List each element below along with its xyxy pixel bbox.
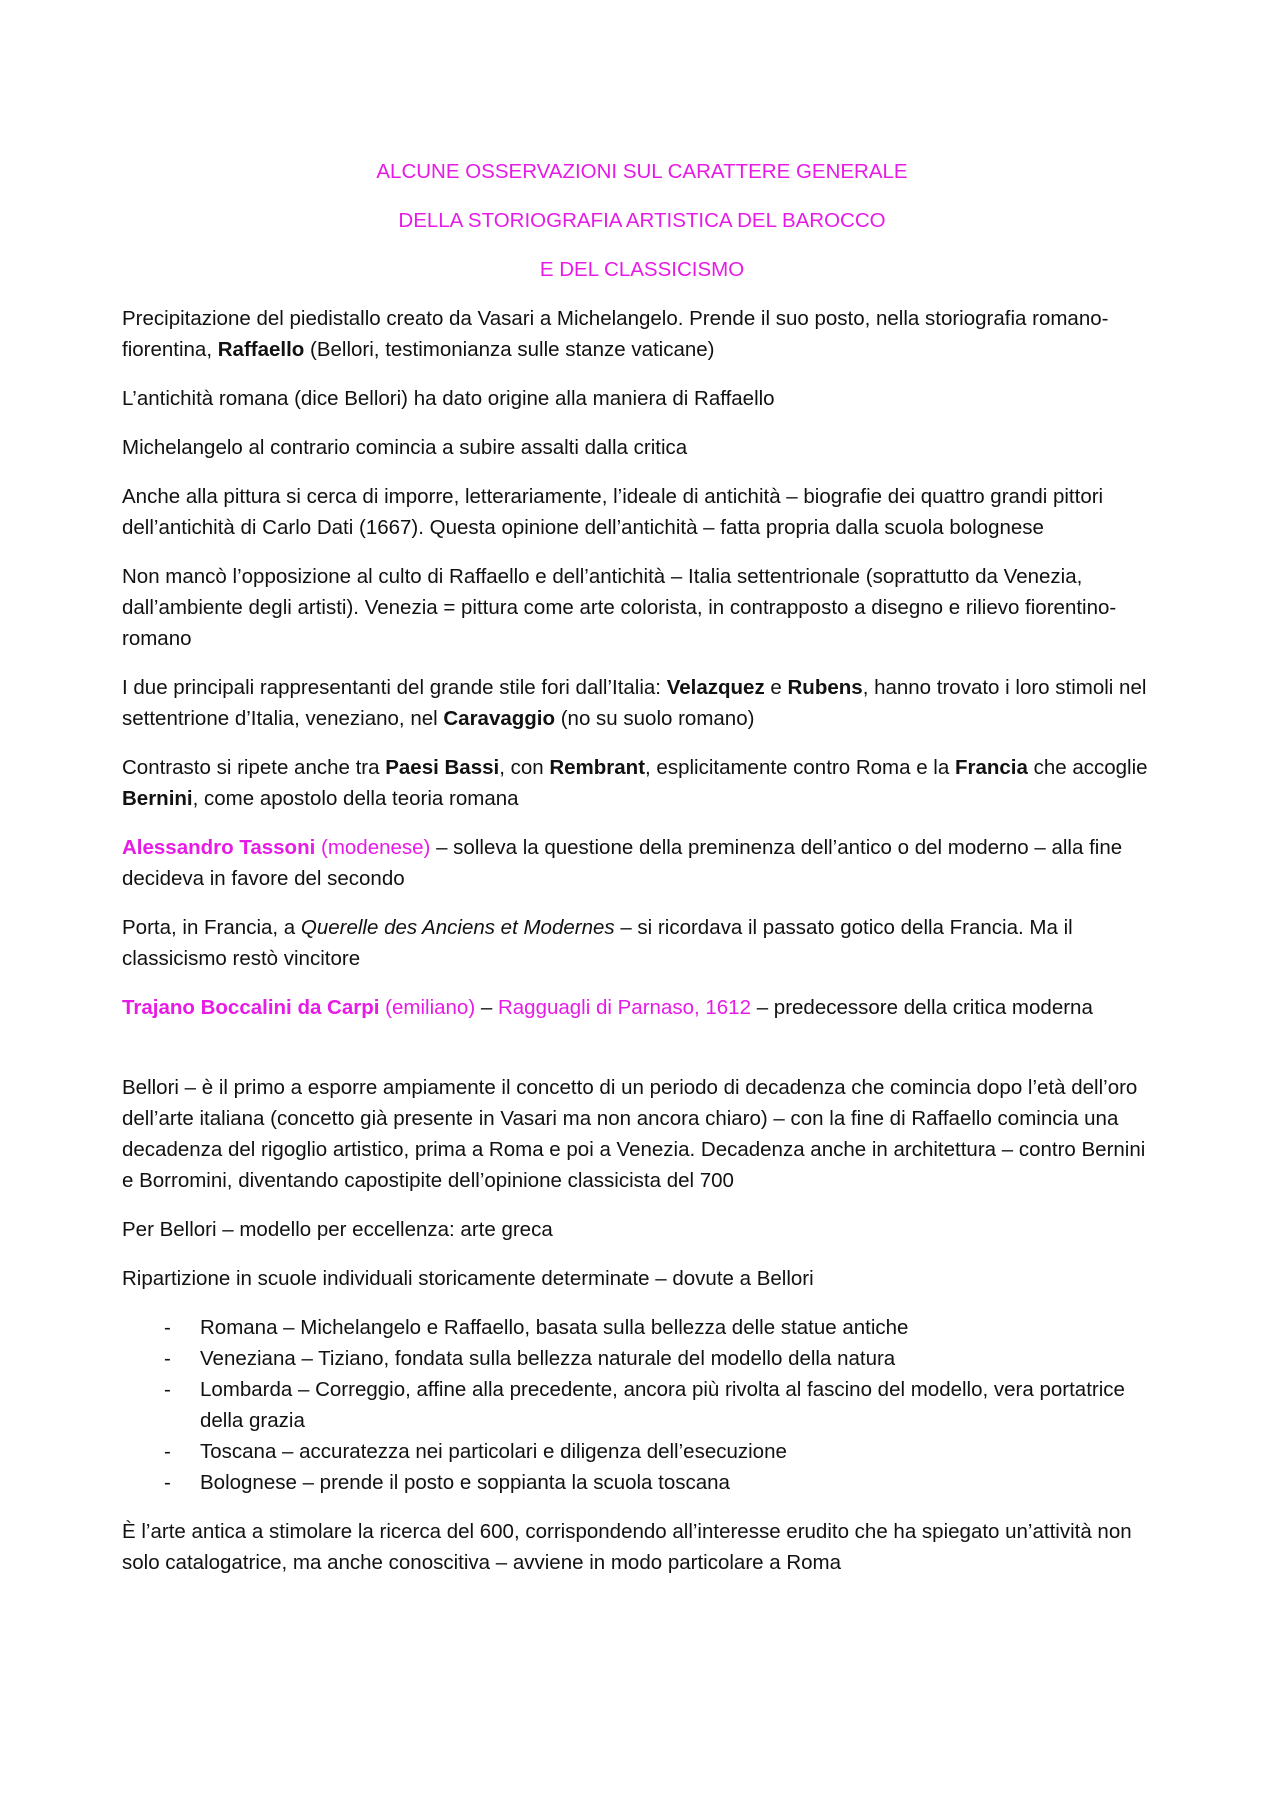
list-item-text: Veneziana – Tiziano, fondata sulla bellezza naturale del modello della natura xyxy=(200,1347,896,1370)
list-item xyxy=(122,1436,1162,1467)
title-line-3: E DEL CLASSICISMO xyxy=(539,258,745,281)
highlight-name: Trajano Boccalini da Carpi xyxy=(122,996,380,1019)
list-item-text: Lombarda – Correggio, affine alla precedente, ancora più rivolta al fascino del modello, vera portatrice della grazia xyxy=(200,1378,1125,1432)
text-run: , esplicitamente contro Roma e la xyxy=(645,756,955,779)
bold-term: Velazquez xyxy=(666,676,765,699)
document-body xyxy=(122,156,1162,1596)
text-run: , hanno trovato i loro stimoli nel settentrione d’Italia, veneziano, nel xyxy=(122,676,1147,730)
schools-list xyxy=(122,1312,1162,1498)
text-run: Contrasto si ripete anche tra xyxy=(122,756,386,779)
paragraph-1 xyxy=(122,303,1162,365)
list-item xyxy=(122,1343,1162,1374)
highlight-origin: (modenese) xyxy=(315,836,431,859)
paragraph-12: Per Bellori – modello per eccellenza: arte greca xyxy=(122,1218,553,1241)
list-item xyxy=(122,1312,1162,1343)
paragraph-11: Bellori – è il primo a esporre ampiamente il concetto di un periodo di decadenza che comincia dopo l’età dell’oro dell’arte italiana (concetto già presente in Vasari ma non ancora chiaro) – con la fine di Raffaello comincia una decadenza del rigoglio artistico, prima a Roma e poi a Venezia. Decadenza anche in architettura – contro Bernini e Borromini, diventando capostipite dell’opinione classicista del 700 xyxy=(122,1076,1146,1192)
list-item-text: Romana – Michelangelo e Raffaello, basata sulla bellezza delle statue antiche xyxy=(200,1316,909,1339)
italic-title: Querelle des Anciens et Modernes xyxy=(300,916,615,939)
text-run: Precipitazione del piedistallo creato da Vasari a Michelangelo. Prende il suo posto, nella storiografia romano-fiorentina, xyxy=(122,307,1109,361)
text-run: (no su suolo romano) xyxy=(555,707,755,730)
text-run: (Bellori, testimonianza sulle stanze vaticane) xyxy=(304,338,715,361)
bold-term: Paesi Bassi xyxy=(385,756,500,779)
list-item xyxy=(122,1467,1162,1498)
text-run: – solleva la questione della preminenza dell’antico o del moderno – alla fine decideva in favore del secondo xyxy=(122,836,1123,890)
list-item-text: Toscana – accuratezza nei particolari e diligenza dell’esecuzione xyxy=(200,1440,787,1463)
text-run: che accoglie xyxy=(1027,756,1148,779)
bold-term: Bernini xyxy=(122,787,193,810)
list-item xyxy=(122,1374,1162,1436)
paragraph-3: Michelangelo al contrario comincia a subire assalti dalla critica xyxy=(122,436,688,459)
title-line-1: ALCUNE OSSERVAZIONI SUL CARATTERE GENERALE xyxy=(376,160,908,183)
list-marker: - xyxy=(164,1347,171,1370)
paragraph-8 xyxy=(122,832,1162,894)
text-run: I due principali rappresentanti del grande stile fori dall’Italia: xyxy=(122,676,667,699)
blank-line xyxy=(122,1041,1162,1072)
bold-term: Caravaggio xyxy=(443,707,556,730)
document-title xyxy=(122,156,1162,285)
list-item-text: Bolognese – prende il posto e soppianta la scuola toscana xyxy=(200,1471,730,1494)
list-marker: - xyxy=(164,1440,171,1463)
list-marker: - xyxy=(164,1471,171,1494)
text-run: – xyxy=(475,996,498,1019)
list-marker: - xyxy=(164,1316,171,1339)
highlight-work: Ragguagli di Parnaso, 1612 xyxy=(497,996,751,1019)
paragraph-14: È l’arte antica a stimolare la ricerca del 600, corrispondendo all’interesse erudito che ha spiegato un’attività non solo catalogatrice, ma anche conoscitiva – avviene in modo particolare a Roma xyxy=(122,1520,1132,1574)
paragraph-2: L’antichità romana (dice Bellori) ha dato origine alla maniera di Raffaello xyxy=(122,387,775,410)
paragraph-9 xyxy=(122,912,1162,974)
paragraph-4: Anche alla pittura si cerca di imporre, letterariamente, l’ideale di antichità – biografie dei quattro grandi pittori dell’antichità di Carlo Dati (1667). Questa opinione dell’antichità – fatta propria dalla scuola bolognese xyxy=(122,485,1104,539)
text-run: – predecessore della critica moderna xyxy=(751,996,1093,1019)
paragraph-10 xyxy=(122,992,1162,1023)
bold-term: Raffaello xyxy=(217,338,305,361)
highlight-name: Alessandro Tassoni xyxy=(122,836,316,859)
bold-term: Rembrant xyxy=(549,756,646,779)
text-run: – si ricordava il passato gotico della Francia. Ma il classicismo restò vincitore xyxy=(122,916,1073,970)
paragraph-13: Ripartizione in scuole individuali storicamente determinate – dovute a Bellori xyxy=(122,1267,814,1290)
bold-term: Rubens xyxy=(787,676,863,699)
text-run: Porta, in Francia, a xyxy=(122,916,301,939)
text-run: e xyxy=(764,676,788,699)
text-run: , con xyxy=(499,756,550,779)
bold-term: Francia xyxy=(954,756,1028,779)
highlight-origin: (emiliano) xyxy=(379,996,476,1019)
list-marker: - xyxy=(164,1378,171,1401)
paragraph-6 xyxy=(122,672,1162,734)
title-line-2: DELLA STORIOGRAFIA ARTISTICA DEL BAROCCO xyxy=(398,209,886,232)
paragraph-5: Non mancò l’opposizione al culto di Raffaello e dell’antichità – Italia settentrionale (soprattutto da Venezia, dall’ambiente degli artisti). Venezia = pittura come arte colorista, in contrapposto a disegno e rilievo fiorentino-romano xyxy=(122,565,1117,650)
paragraph-7 xyxy=(122,752,1162,814)
text-run: , come apostolo della teoria romana xyxy=(192,787,519,810)
